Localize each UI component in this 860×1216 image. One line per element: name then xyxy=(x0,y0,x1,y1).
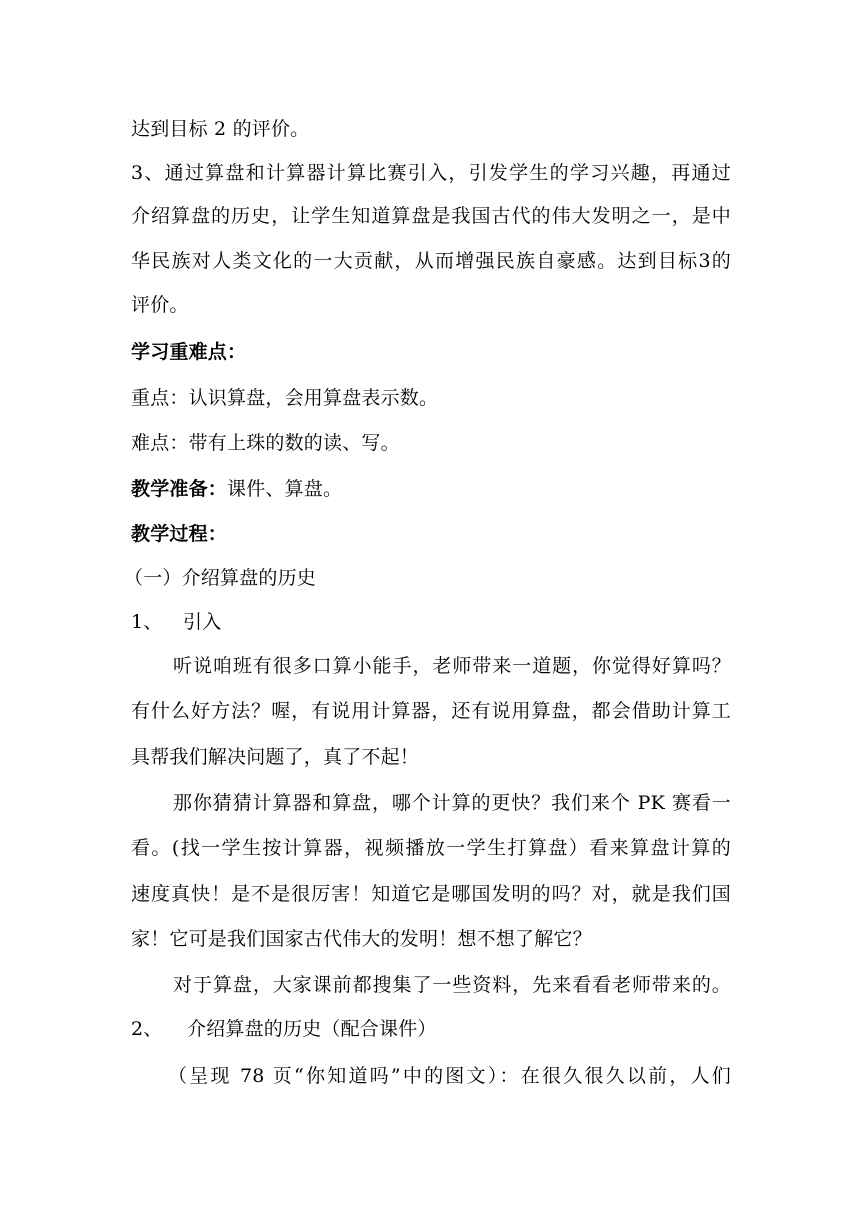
text-line: 3、通过算盘和计算器计算比赛引入，引发学生的学习兴趣，再通过 xyxy=(131,162,731,184)
hard-point-line: 难点：带有上珠的数的读、写。 xyxy=(131,432,400,454)
step-title: 引入 xyxy=(183,611,222,633)
text-line: 那你猜猜计算器和算盘，哪个计算的更快？我们来个 PK 赛看一 xyxy=(173,792,731,814)
heading-process: 教学过程： xyxy=(131,523,228,545)
text-line: （呈现 78 页“你知道吗”中的图文）：在很久很久以前，人们 xyxy=(168,1065,731,1087)
heading-difficulty: 学习重难点： xyxy=(131,341,247,363)
preparation-label: 教学准备： xyxy=(131,478,228,500)
text-line: 速度真快！是不是很厉害！知道它是哪国发明的吗？对，就是我们国 xyxy=(131,883,731,905)
text-line: 家！它可是我们国家古代伟大的发明！想不想了解它？ xyxy=(131,928,592,950)
step-heading xyxy=(131,609,731,635)
key-point-line: 重点：认识算盘，会用算盘表示数。 xyxy=(131,387,439,409)
step-number: 2、 xyxy=(131,1018,163,1040)
text-line: 具帮我们解决问题了，真了不起！ xyxy=(131,746,420,768)
step-number: 1、 xyxy=(131,611,163,633)
text-line: 华民族对人类文化的一大贡献，从而增强民族自豪感。达到目标3的 xyxy=(131,250,731,272)
text-line: 对于算盘，大家课前都搜集了一些资料，先来看看老师带来的。 xyxy=(173,974,731,996)
text-line: 听说咱班有很多口算小能手，老师带来一道题，你觉得好算吗？ xyxy=(173,655,731,677)
preparation-value: 课件、算盘。 xyxy=(227,478,343,500)
text-line: 看。(找一学生按计算器，视频播放一学生打算盘）看来算盘计算的 xyxy=(131,837,731,859)
preparation-line xyxy=(131,476,731,502)
text-line: 评价。 xyxy=(131,294,189,316)
step-heading xyxy=(131,1016,731,1042)
text-line: 介绍算盘的历史，让学生知道算盘是我国古代的伟大发明之一，是中 xyxy=(131,205,731,227)
step-title: 介绍算盘的历史（配合课件） xyxy=(187,1018,437,1040)
text-line: 达到目标 2 的评价。 xyxy=(131,118,310,140)
text-line: 有什么好方法？喔，有说用计算器，还有说用算盘，都会借助计算工 xyxy=(131,700,731,722)
section-title: （一）介绍算盘的历史 xyxy=(124,567,317,589)
